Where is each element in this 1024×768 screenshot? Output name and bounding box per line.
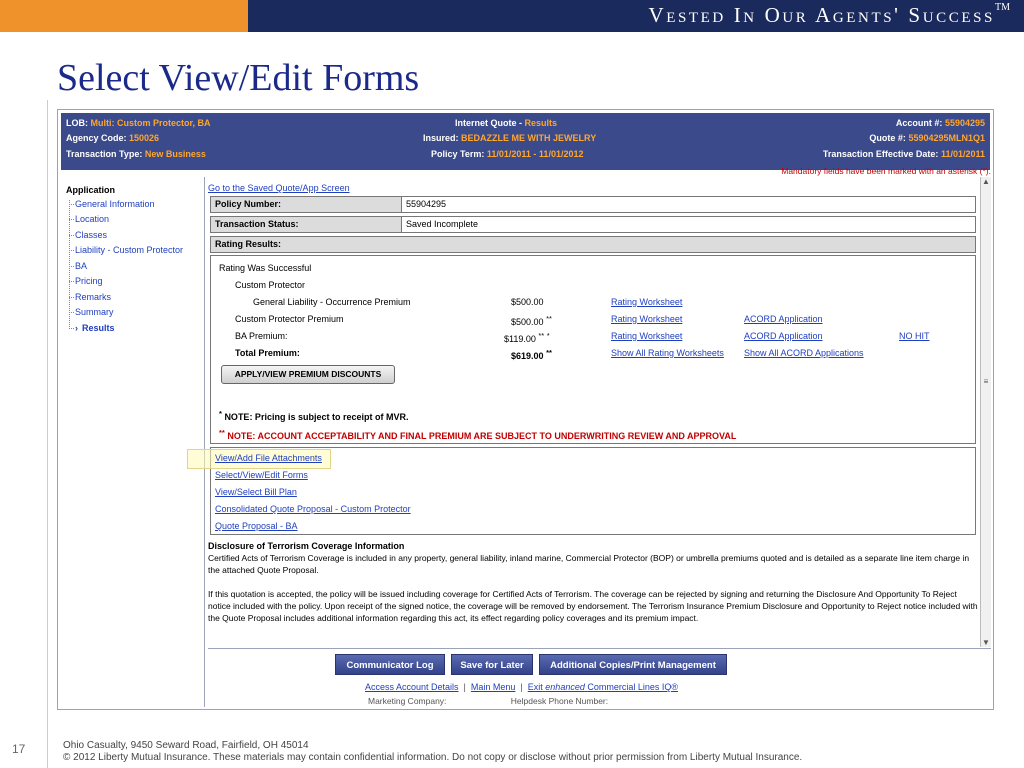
sidebar-nav — [61, 177, 205, 707]
cp-acord-application-link[interactable]: ACORD Application — [744, 314, 823, 324]
header-orange-band — [0, 0, 248, 32]
chevron-right-icon: › — [75, 323, 78, 333]
total-premium-value: $619.00 ** — [511, 348, 552, 361]
policy-number-value: 55904295 — [406, 199, 447, 209]
ba-acord-application-link[interactable]: ACORD Application — [744, 331, 823, 341]
slide-divider — [47, 100, 48, 768]
sidebar-item-classes[interactable]: Classes — [75, 230, 108, 240]
show-all-rating-worksheets-link[interactable]: Show All Rating Worksheets — [611, 348, 724, 358]
terrorism-disclosure — [208, 540, 978, 624]
sidebar-item-summary[interactable]: Summary — [75, 307, 114, 317]
transaction-status-row — [210, 216, 976, 233]
main-menu-link[interactable]: Main Menu — [470, 682, 516, 692]
header-navy-band — [248, 0, 1024, 32]
transaction-type-field: Transaction Type: New Business — [66, 149, 206, 159]
nav-branch — [69, 250, 74, 251]
scroll-down-icon[interactable]: ▼ — [982, 638, 990, 647]
select-view-edit-forms-link[interactable]: Select/View/Edit Forms — [215, 470, 308, 480]
additional-copies-button[interactable]: Additional Copies/Print Management — [539, 654, 727, 675]
save-for-later-button[interactable]: Save for Later — [451, 654, 533, 675]
total-premium-label: Total Premium: — [235, 348, 300, 358]
consolidated-quote-proposal-link[interactable]: Consolidated Quote Proposal - Custom Protector — [215, 504, 411, 514]
disclosure-paragraph-2: If this quotation is accepted, the policy will be issued including coverage for Certified Acts of Terrorism. The coverage can be rejected by signing and returning the Disclosure And Opportunity To Reject notice included with the policy. Upon receipt of the signed notice, the coverage will be removed by endorsement. The Terrorism Insurance Premium Disclosure and Opportunity to Reject notice included with the Quote Proposal includes additional information regarding this act, its effect regarding policy coverages and its premium impact. — [208, 589, 978, 623]
bottom-action-bar — [208, 648, 991, 708]
gl-rating-worksheet-link[interactable]: Rating Worksheet — [611, 297, 683, 307]
slide-footer — [63, 740, 802, 764]
saved-quote-line — [208, 183, 988, 193]
nav-branch — [69, 204, 74, 205]
slide-title: Select View/Edit Forms — [57, 57, 420, 99]
agency-field: Agency Code: 150026 — [66, 133, 160, 143]
mvr-note: * NOTE: Pricing is subject to receipt of MVR. — [219, 409, 409, 422]
custom-protector-heading: Custom Protector — [235, 280, 306, 290]
sidebar-item-pricing[interactable]: Pricing — [75, 276, 103, 286]
disclosure-title: Disclosure of Terrorism Coverage Information — [208, 541, 405, 551]
sidebar-item-ba[interactable]: BA — [75, 261, 88, 271]
insured-field: Insured: BEDAZZLE ME WITH JEWELRY — [423, 133, 597, 143]
marketing-company-label: Marketing Company: — [368, 696, 447, 706]
rating-results-panel — [210, 255, 976, 444]
nav-branch — [69, 235, 74, 236]
apply-premium-discounts-button[interactable]: APPLY/VIEW PREMIUM DISCOUNTS — [221, 365, 395, 384]
quote-number-field: Quote #: 55904295MLN1Q1 — [869, 133, 985, 143]
ba-premium-label: BA Premium: — [235, 331, 288, 341]
app-window — [57, 109, 994, 710]
internet-quote-field: Internet Quote - Results — [455, 118, 558, 128]
effective-date-field: Transaction Effective Date: 11/01/2011 — [822, 149, 985, 159]
separator: | — [463, 682, 466, 692]
sidebar-item-general-information[interactable]: General Information — [75, 199, 155, 209]
scroll-up-icon[interactable]: ▲ — [982, 177, 990, 186]
nav-branch — [69, 297, 74, 298]
sidebar-item-results[interactable]: › Results — [75, 323, 115, 333]
underwriting-note: ** NOTE: ACCOUNT ACCEPTABILITY AND FINAL PREMIUM ARE SUBJECT TO UNDERWRITING REVIEW AND APPROVAL — [219, 428, 737, 441]
policy-number-label: Policy Number: — [211, 197, 402, 212]
cp-premium-value: $500.00 ** — [511, 314, 552, 327]
view-select-bill-plan-link[interactable]: View/Select Bill Plan — [215, 487, 297, 497]
nav-branch — [69, 266, 74, 267]
transaction-status-label: Transaction Status: — [211, 217, 402, 232]
tagline: Vested In Our Agents' Success™ — [648, 2, 1010, 27]
lob-field: LOB: Multi: Custom Protector, BA — [66, 118, 211, 128]
rating-results-label: Rating Results: — [211, 237, 402, 252]
nav-branch — [69, 281, 74, 282]
nav-branch — [69, 312, 74, 313]
bottom-info-line — [368, 696, 608, 706]
rating-results-row — [210, 236, 976, 253]
vertical-scrollbar[interactable] — [980, 177, 991, 647]
view-add-file-attachments-link[interactable]: View/Add File Attachments — [215, 453, 322, 463]
show-all-acord-applications-link[interactable]: Show All ACORD Applications — [744, 348, 864, 358]
gl-premium-value: $500.00 — [511, 297, 544, 307]
scroll-thumb-grip-icon[interactable]: ≡ — [983, 377, 989, 386]
sidebar-item-remarks[interactable]: Remarks — [75, 292, 112, 302]
account-number-field: Account #: 55904295 — [895, 118, 985, 128]
separator: | — [520, 682, 523, 692]
gl-premium-label: General Liability - Occurrence Premium — [253, 297, 411, 307]
cp-premium-label: Custom Protector Premium — [235, 314, 344, 324]
ba-rating-worksheet-link[interactable]: Rating Worksheet — [611, 331, 683, 341]
cp-rating-worksheet-link[interactable]: Rating Worksheet — [611, 314, 683, 324]
sidebar-item-liability[interactable]: Liability - Custom Protector — [75, 245, 184, 255]
nav-branch — [69, 328, 74, 329]
page-number: 17 — [12, 742, 26, 756]
ba-premium-value: $119.00 ** * — [504, 331, 550, 344]
quote-header — [61, 113, 990, 170]
policy-number-row — [210, 196, 976, 213]
saved-quote-link[interactable]: Go to the Saved Quote/App Screen — [208, 183, 350, 193]
communicator-log-button[interactable]: Communicator Log — [335, 654, 445, 675]
transaction-status-value: Saved Incomplete — [406, 219, 479, 229]
footer-address: Ohio Casualty, 9450 Seward Road, Fairfield, OH 45014 — [63, 740, 309, 751]
footer-links — [365, 682, 678, 692]
footer-copyright: © 2012 Liberty Mutual Insurance. These materials may contain confidential information. Do not copy or disclose without prior permission from Liberty Mutual Insurance. — [63, 752, 803, 763]
policy-term-field: Policy Term: 11/01/2011 - 11/01/2012 — [431, 149, 584, 159]
rating-success-text: Rating Was Successful — [219, 263, 312, 273]
sidebar-item-location[interactable]: Location — [75, 214, 110, 224]
nav-branch — [69, 219, 74, 220]
exit-link[interactable]: Exit enhanced Commercial Lines IQ® — [527, 682, 679, 692]
action-links-panel — [210, 447, 976, 535]
mandatory-note: Mandatory fields have been marked with an asterisk (*). — [781, 166, 991, 176]
helpdesk-label: Helpdesk Phone Number: — [510, 696, 609, 706]
quote-proposal-ba-link[interactable]: Quote Proposal - BA — [215, 521, 298, 531]
no-hit-link[interactable]: NO HIT — [899, 331, 930, 341]
disclosure-paragraph-1: Certified Acts of Terrorism Coverage is included in any property, general liability, inland marine, Commercial Protector (BOP) or umbrella premiums quoted and is detailed as a separate line item charge in the attached Quote Proposal. — [208, 553, 970, 575]
nav-title: Application — [66, 185, 115, 195]
access-account-details-link[interactable]: Access Account Details — [365, 682, 459, 692]
